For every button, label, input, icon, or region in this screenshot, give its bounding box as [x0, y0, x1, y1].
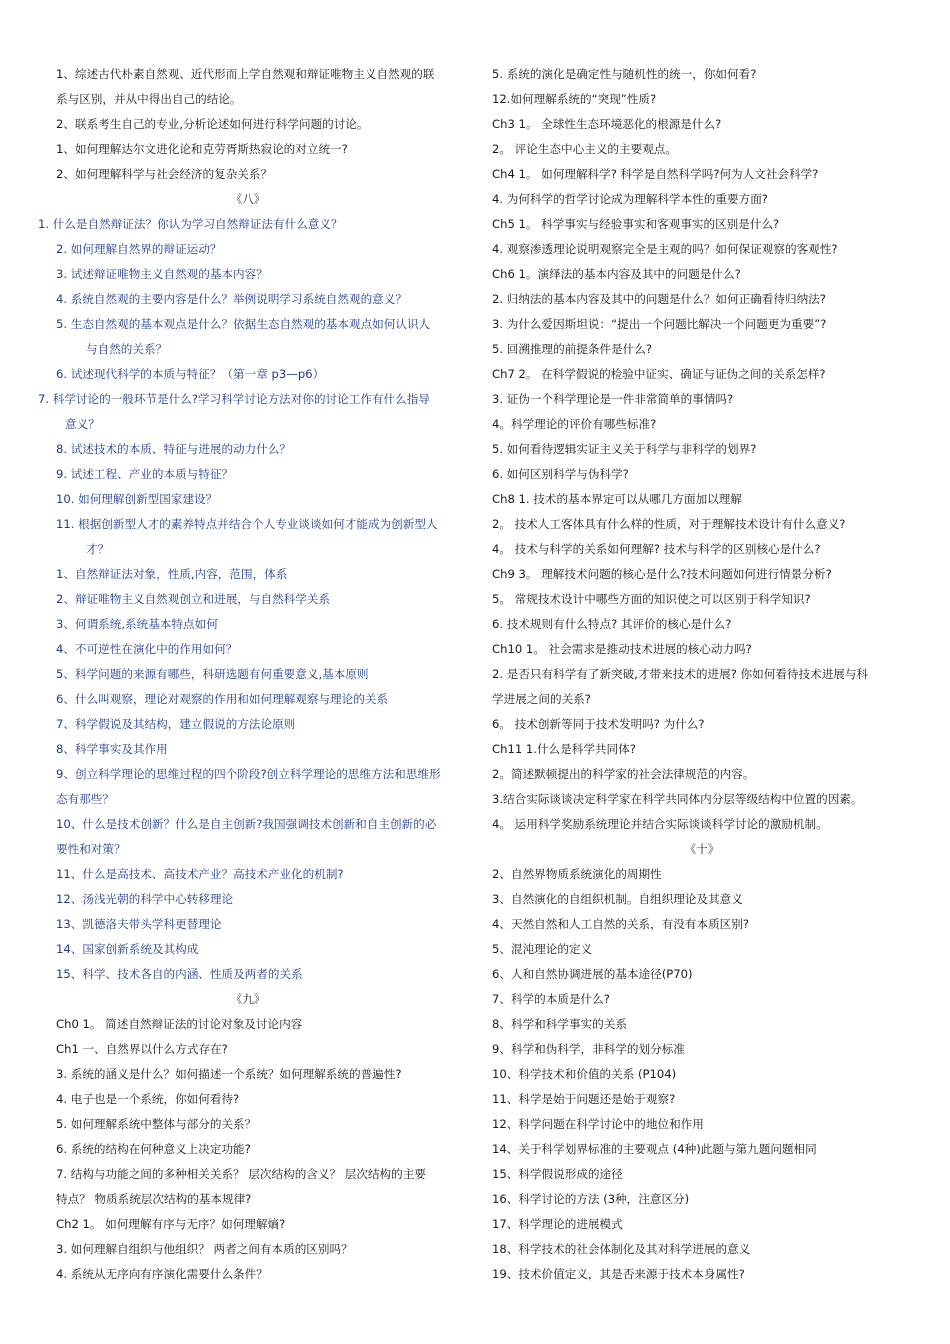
question-line: 10. 如何理解创新型国家建设？: [56, 492, 218, 506]
question-line: 4. 系统从无序向有序演化需要什么条件？: [56, 1267, 268, 1281]
question-line: 4。 技术与科学的关系如何理解? 技术与科学的区别核心是什么?: [492, 542, 821, 556]
question-line: 6、人和自然协调进展的基本途径(P70): [492, 967, 693, 981]
question-line: Ch1 一、自然界以什么方式存在?: [56, 1042, 228, 1056]
question-line: 6. 系统的结构在何种意义上决定功能?: [56, 1142, 251, 1156]
question-line: 3. 系统的涵义是什么？如何描述一个系统？如何理解系统的普遍性?: [56, 1067, 402, 1081]
question-line: Ch6 1。演绎法的基本内容及其中的问题是什么?: [492, 267, 741, 281]
question-line: 1、自然辩证法对象，性质,内容，范围，体系: [56, 567, 288, 581]
question-line: 1. 什么是自然辩证法？你认为学习自然辩证法有什么意义？: [38, 217, 343, 231]
question-line: 4. 电子也是一个系统，你如何看待?: [56, 1092, 240, 1106]
question-line: 2. 归纳法的基本内容及其中的问题是什么？如何正确看待归纳法?: [492, 292, 826, 306]
question-line: 18、科学技术的社会体制化及其对科学进展的意义: [492, 1242, 751, 1256]
question-line: 8、科学事实及其作用: [56, 742, 168, 756]
question-line: 4、天然自然和人工自然的关系，有没有本质区别?: [492, 917, 750, 931]
question-line: 5. 系统的演化是确定性与随机性的统一，你如何看?: [492, 67, 757, 81]
question-line: 4. 观察渗透理论说明观察完全是主观的吗？如何保证观察的客观性?: [492, 242, 838, 256]
question-line: 6. 试述现代科学的本质与特征？（第一章 p3—p6）: [56, 367, 325, 381]
question-line: 19、技术价值定义，其是否来源于技术本身属性?: [492, 1267, 745, 1281]
question-line: 5. 如何理解系统中整体与部分的关系？: [56, 1117, 257, 1131]
question-line: 15、科学假说形成的途径: [492, 1167, 623, 1181]
section-heading: 《十》: [684, 842, 720, 856]
question-line: 7. 结构与功能之间的多种相关关系？ 层次结构的含义？ 层次结构的主要: [56, 1167, 426, 1181]
question-line: 9、创立科学理论的思维过程的四个阶段?创立科学理论的思维方法和思维形: [56, 767, 441, 781]
question-line: 6. 如何区别科学与伪科学?: [492, 467, 629, 481]
question-line: Ch8 1. 技术的基本界定可以从哪几方面加以理解: [492, 492, 742, 506]
question-line: 8. 试述技术的本质、特征与进展的动力什么？: [56, 442, 292, 456]
left-column: [38, 62, 458, 1287]
question-line: 3.结合实际谈谈决定科学家在科学共同体内分层等级结构中位置的因素。: [492, 792, 863, 806]
question-line: Ch2 1。 如何理解有序与无序？如何理解熵?: [56, 1217, 286, 1231]
question-line: 4。科学理论的评价有哪些标准?: [492, 417, 657, 431]
question-line: 12.如何理解系统的“突现”性质?: [492, 92, 657, 106]
question-line: Ch5 1。 科学事实与经验事实和客观事实的区别是什么?: [492, 217, 780, 231]
question-line: 1、如何理解达尔文进化论和克劳胥斯热寂论的对立统一?: [56, 142, 348, 156]
question-line: 3. 为什么爱因斯坦说：“提出一个问题比解决一个问题更为重要”?: [492, 317, 827, 331]
question-line: 11、什么是高技术、高技术产业？高技术产业化的机制?: [56, 867, 344, 881]
question-line: 2. 是否只有科学有了新突破,才带来技术的进展? 你如何看待技术进展与科: [492, 667, 869, 681]
section-heading: 《九》: [230, 992, 266, 1006]
question-line: 14、国家创新系统及其构成: [56, 942, 199, 956]
question-line: 6、什么叫观察，理论对观察的作用和如何理解观察与理论的关系: [56, 692, 389, 706]
question-line: 5、科学问题的来源有哪些，科研选题有何重要意义,基本原则: [56, 667, 369, 681]
question-line: 4、不可逆性在演化中的作用如何？: [56, 642, 238, 656]
question-line: 17、科学理论的进展模式: [492, 1217, 623, 1231]
question-line: 2。 评论生态中心主义的主要观点。: [492, 142, 677, 156]
question-line: 3. 证伪一个科学理论是一件非常简单的事情吗?: [492, 392, 734, 406]
question-line: 14、关于科学划界标准的主要观点 (4种)此题与第九题问题相同: [492, 1142, 817, 1156]
question-line: 要性和对策？: [56, 842, 126, 856]
question-line: 5. 生态自然观的基本观点是什么？依据生态自然观的基本观点如何认识人: [56, 317, 431, 331]
question-line: 2、如何理解科学与社会经济的复杂关系？: [56, 167, 273, 181]
question-line: 2、联系考生自己的专业,分析论述如何进行科学问题的讨论。: [56, 117, 369, 131]
question-line: 才？: [86, 542, 110, 556]
question-line: 9. 试述工程、产业的本质与特征？: [56, 467, 234, 481]
question-line: 4。 运用科学奖励系统理论并结合实际谈谈科学讨论的激励机制。: [492, 817, 828, 831]
question-line: 2. 如何理解自然界的辩证运动？: [56, 242, 222, 256]
section-heading: 《八》: [230, 192, 266, 206]
question-line: Ch7 2。 在科学假说的检验中证实、确证与证伪之间的关系怎样?: [492, 367, 826, 381]
question-line: 与自然的关系？: [86, 342, 168, 356]
question-line: Ch9 3。 理解技术问题的核心是什么?技术问题如何进行情景分析?: [492, 567, 832, 581]
question-line: 2、自然界物质系统演化的周期性: [492, 867, 662, 881]
question-line: 2。简述默顿提出的科学家的社会法律规范的内容。: [492, 767, 755, 781]
question-line: Ch10 1。 社会需求是推动技术进展的核心动力吗?: [492, 642, 752, 656]
question-line: 10、科学技术和价值的关系 (P104): [492, 1067, 677, 1081]
question-line: 学进展之间的关系?: [492, 692, 591, 706]
question-line: 9、科学和伪科学，非科学的划分标准: [492, 1042, 685, 1056]
question-line: 11. 根据创新型人才的素养特点并结合个人专业谈谈如何才能成为创新型人: [56, 517, 438, 531]
question-line: 5、混沌理论的定义: [492, 942, 593, 956]
question-line: 5。 常规技术设计中哪些方面的知识使之可以区别于科学知识?: [492, 592, 811, 606]
question-line: Ch3 1。 全球性生态环境恶化的根源是什么?: [492, 117, 722, 131]
question-line: 13、凯德洛夫带头学科更替理论: [56, 917, 222, 931]
question-line: Ch4 1。 如何理解科学? 科学是自然科学吗?何为人文社会科学?: [492, 167, 819, 181]
question-line: 16、科学讨论的方法 (3种，注意区分): [492, 1192, 690, 1206]
question-line: 10、什么是技术创新？什么是自主创新?我国强调技术创新和自主创新的必: [56, 817, 437, 831]
question-line: 意义？: [65, 417, 100, 431]
question-line: 4. 为何科学的哲学讨论成为理解科学本性的重要方面?: [492, 192, 768, 206]
question-line: 2、辩证唯物主义自然观创立和进展，与自然科学关系: [56, 592, 331, 606]
question-line: 15、科学、技术各自的内涵、性质及两者的关系: [56, 967, 303, 981]
question-line: 11、科学是始于问题还是始于观察?: [492, 1092, 676, 1106]
question-line: 5. 回溯推理的前提条件是什么?: [492, 342, 653, 356]
question-line: 7. 科学讨论的一般环节是什么?学习科学讨论方法对你的讨论工作有什么指导: [38, 392, 430, 406]
question-line: Ch11 1.什么是科学共同体?: [492, 742, 636, 756]
question-line: 8、科学和科学事实的关系: [492, 1017, 627, 1031]
question-line: 3. 如何理解自组织与他组织？ 两者之间有本质的区别吗？: [56, 1242, 353, 1256]
question-line: 7、科学假说及其结构，建立假说的方法论原则: [56, 717, 296, 731]
question-line: 2。 技术人工客体具有什么样的性质，对于理解技术设计有什么意义?: [492, 517, 846, 531]
question-line: 1、综述古代朴素自然观、近代形而上学自然观和辩证唯物主义自然观的联: [56, 67, 435, 81]
question-line: 3、何谓系统,系统基本特点如何: [56, 617, 218, 631]
question-line: 4. 系统自然观的主要内容是什么？举例说明学习系统自然观的意义？: [56, 292, 407, 306]
question-line: 态有那些？: [56, 792, 114, 806]
question-line: 12、科学问题在科学讨论中的地位和作用: [492, 1117, 704, 1131]
question-line: 系与区别，并从中得出自己的结论。: [56, 92, 242, 106]
question-line: Ch0 1。 简述自然辩证法的讨论对象及讨论内容: [56, 1017, 303, 1031]
question-line: 7、科学的本质是什么?: [492, 992, 610, 1006]
question-line: 5. 如何看待逻辑实证主义关于科学与非科学的划界?: [492, 442, 757, 456]
question-line: 特点？ 物质系统层次结构的基本规律?: [56, 1192, 252, 1206]
question-line: 12、汤浅光朝的科学中心转移理论: [56, 892, 234, 906]
right-column: [492, 62, 912, 1287]
question-line: 6. 技术规则有什么特点? 其评价的核心是什么?: [492, 617, 732, 631]
question-line: 3、自然演化的自组织机制。自组织理论及其意义: [492, 892, 743, 906]
question-line: 6。 技术创新等同于技术发明吗? 为什么?: [492, 717, 705, 731]
question-line: 3. 试述辩证唯物主义自然观的基本内容？: [56, 267, 268, 281]
